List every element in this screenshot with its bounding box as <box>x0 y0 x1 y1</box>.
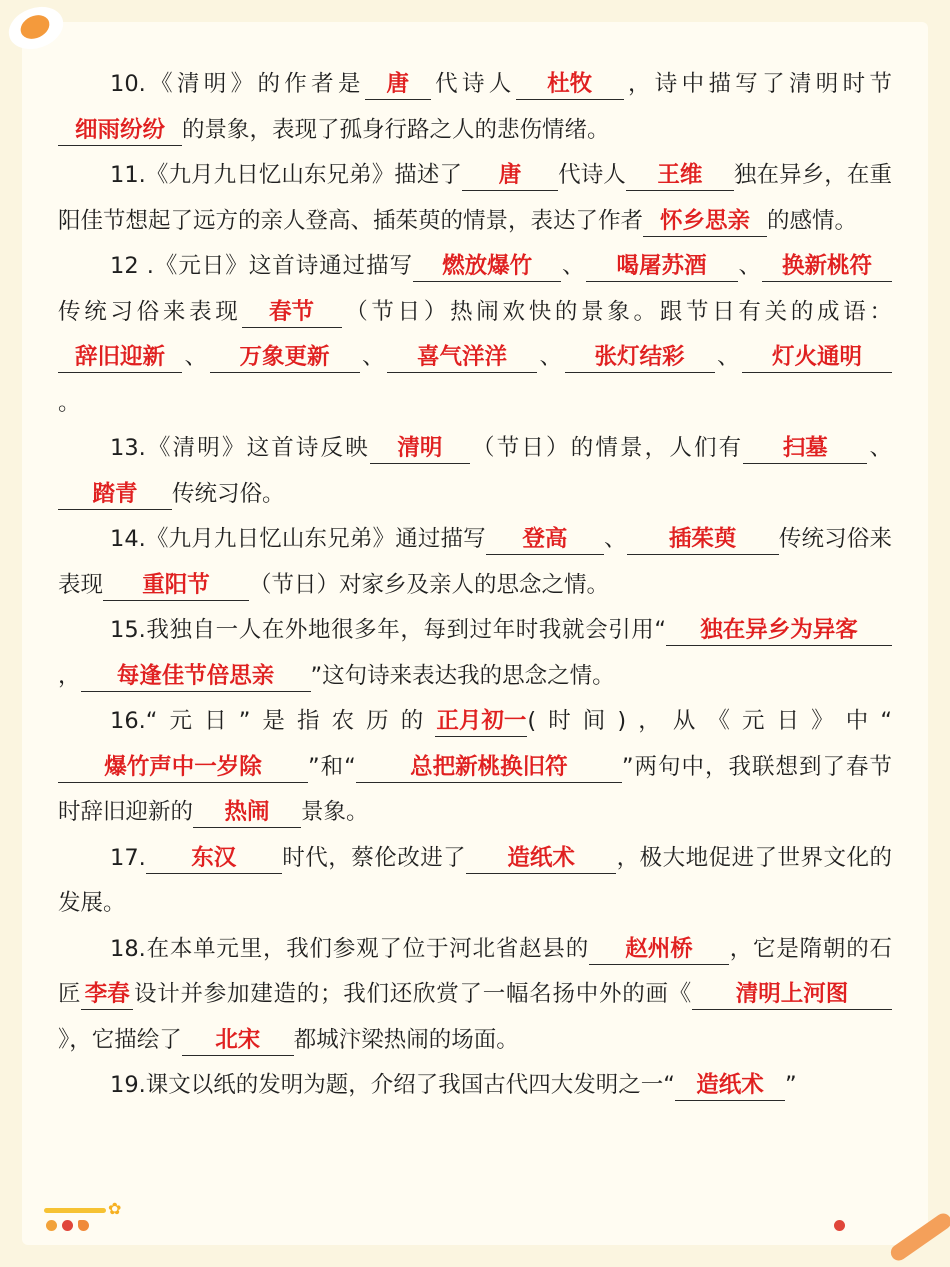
answer-blank <box>387 342 537 373</box>
question-text: 传统习俗来表现 <box>58 526 892 598</box>
answer-text: 扫墓 <box>782 435 828 461</box>
answer-blank <box>516 69 624 100</box>
question-text: 、 <box>537 344 565 370</box>
answer-blank <box>413 251 561 282</box>
apple-icon <box>834 1220 845 1231</box>
carrot-icon <box>78 1220 89 1231</box>
question-text: 都城汴梁热闹的场面。 <box>293 1026 519 1053</box>
answer-text: 北宋 <box>215 1026 261 1053</box>
question-text: 设计并参加建造的；我们还欣赏了一幅名扬中外的画《 <box>133 981 692 1007</box>
question-text: 、 <box>737 253 762 279</box>
question-item <box>58 1063 892 1109</box>
question-text: 代诗人 <box>558 162 626 188</box>
question-text: 17. <box>110 844 146 871</box>
question-item <box>58 608 892 699</box>
answer-blank <box>675 1070 785 1101</box>
question-text: ，它是隋朝的石匠 <box>58 935 892 1007</box>
question-text: ”这句诗来表达我的思念之情。 <box>310 662 615 689</box>
answer-text: 清明上河图 <box>735 981 849 1007</box>
question-item <box>58 836 892 927</box>
answer-blank <box>486 524 604 555</box>
answer-text: 李春 <box>84 981 130 1007</box>
answer-text: 爆竹声中一岁除 <box>104 753 262 780</box>
answer-blank <box>626 160 734 191</box>
question-text: 独在异乡，在重阳佳节想起了远方的亲人登高、插茱萸的情景，表达了作者 <box>58 162 892 234</box>
answer-blank <box>193 797 301 828</box>
answer-text: 东汉 <box>191 844 237 871</box>
answer-blank <box>103 570 249 601</box>
answer-blank <box>643 206 767 237</box>
answer-blank <box>58 479 172 510</box>
answer-text: 唐 <box>498 162 522 188</box>
answer-text: 独在异乡为异客 <box>700 617 858 643</box>
question-text: 代诗人 <box>430 71 516 97</box>
question-text: 13.《清明》这首诗反映 <box>110 435 370 461</box>
answer-text: 春节 <box>268 298 314 325</box>
question-text: 11.《九月九日忆山东兄弟》描述了 <box>110 162 463 188</box>
answer-blank <box>356 752 622 783</box>
answer-blank <box>58 115 182 146</box>
answer-blank <box>589 934 729 965</box>
question-text: 19.课文以纸的发明为题，介绍了我国古代四大发明之一“ <box>110 1072 675 1098</box>
question-text: （节日）对家乡及亲人的思念之情。 <box>249 571 610 598</box>
answer-text: 细雨纷纷 <box>74 116 165 143</box>
question-text: 15.我独自一人在外地很多年，每到过年时我就会引用“ <box>110 617 666 643</box>
footer-line-decoration <box>44 1208 106 1213</box>
answer-text: 重阳节 <box>142 571 210 598</box>
answer-blank <box>586 251 738 282</box>
answer-text: 踏青 <box>92 480 138 507</box>
answer-blank <box>58 752 308 783</box>
answer-blank <box>762 251 892 282</box>
answer-blank <box>81 979 133 1010</box>
answer-blank <box>146 843 282 874</box>
answer-text: 杜牧 <box>547 71 593 97</box>
answer-text: 灯火通明 <box>771 344 862 370</box>
answer-blank <box>742 342 892 373</box>
answer-text: 插茱萸 <box>668 526 737 552</box>
question-text: 》，它描绘了 <box>58 1026 182 1053</box>
question-text: 。 <box>58 389 81 416</box>
answer-blank <box>370 433 470 464</box>
answer-blank <box>462 160 558 191</box>
question-item <box>58 426 892 517</box>
answer-text: 喝屠苏酒 <box>616 253 707 279</box>
answer-text: 热闹 <box>224 799 270 825</box>
answer-blank <box>666 615 892 646</box>
answer-text: 喜气洋洋 <box>416 344 507 370</box>
answer-blank <box>627 524 779 555</box>
question-text: 、 <box>561 253 586 279</box>
question-text: 、 <box>714 344 742 370</box>
question-text: 、 <box>603 526 627 552</box>
question-text: 14.《九月九日忆山东兄弟》通过描写 <box>110 526 486 552</box>
question-text: ，诗中描写了清明时节 <box>623 71 892 97</box>
answer-text: 总把新桃换旧符 <box>410 753 568 780</box>
flower-icon: ✿ <box>108 1199 122 1218</box>
question-item <box>58 927 892 1064</box>
question-text: （节日）的情景，人们有 <box>469 435 744 461</box>
question-text: ”和“ <box>308 753 356 780</box>
question-item <box>58 699 892 836</box>
strawberry-icon <box>62 1220 73 1231</box>
question-text: 传统习俗来表现 <box>58 298 242 325</box>
question-text: 16.“元日”是指农历的 <box>110 708 436 734</box>
question-text: 10.《清明》的作者是 <box>110 71 365 97</box>
question-text: 、 <box>359 344 387 370</box>
question-item <box>58 153 892 244</box>
answer-blank <box>242 297 342 328</box>
question-item <box>58 62 892 153</box>
answer-text: 正月初一 <box>436 708 527 734</box>
answer-text: 清明 <box>397 435 443 461</box>
answer-text: 辞旧迎新 <box>74 344 165 370</box>
answer-text: 怀乡思亲 <box>660 207 751 234</box>
orange-icon <box>46 1220 57 1231</box>
question-text: 的感情。 <box>767 207 858 234</box>
answer-blank <box>182 1025 294 1056</box>
question-text: 的景象，表现了孤身行路之人的悲伤情绪。 <box>182 116 610 143</box>
question-text: (时间)，从《元日》中“ <box>527 708 892 734</box>
question-text: ，极大地促进了世界文化的发展。 <box>58 844 892 916</box>
question-item <box>58 244 892 426</box>
answer-blank <box>743 433 867 464</box>
answer-text: 万象更新 <box>239 344 330 370</box>
answer-blank <box>81 661 311 692</box>
answer-blank <box>565 342 715 373</box>
answer-text: 唐 <box>386 71 410 97</box>
answer-blank <box>58 342 182 373</box>
question-text: 、 <box>182 344 210 370</box>
question-text: ”两句中，我联想到了春节时辞旧迎新的 <box>58 753 892 825</box>
answer-text: 换新桃符 <box>781 253 872 279</box>
question-item <box>58 517 892 608</box>
answer-blank <box>466 843 616 874</box>
answer-text: 登高 <box>522 526 568 552</box>
answer-text: 王维 <box>657 162 703 188</box>
question-text: （节日）热闹欢快的景象。跟节日有关的成语： <box>341 298 892 325</box>
answer-text: 每逢佳节倍思亲 <box>116 662 275 689</box>
answer-blank <box>692 979 892 1010</box>
answer-text: 燃放爆竹 <box>442 253 533 279</box>
question-list <box>58 62 892 1109</box>
answer-blank <box>365 69 431 100</box>
question-text: 传统习俗。 <box>172 480 285 507</box>
answer-text: 造纸术 <box>696 1072 764 1098</box>
question-text: 12 .《元日》这首诗通过描写 <box>110 253 414 279</box>
answer-text: 造纸术 <box>507 844 575 871</box>
question-text: 18.在本单元里，我们参观了位于河北省赵县的 <box>110 935 589 962</box>
question-text: ” <box>784 1072 797 1098</box>
answer-text: 张灯结彩 <box>594 344 685 370</box>
answer-text: 赵州桥 <box>625 935 693 962</box>
answer-blank <box>435 706 527 737</box>
question-text: 景象。 <box>301 799 369 825</box>
question-text: 、 <box>867 435 892 461</box>
question-text: 时代，蔡伦改进了 <box>281 844 467 871</box>
answer-blank <box>210 342 360 373</box>
question-text: ， <box>58 662 81 689</box>
